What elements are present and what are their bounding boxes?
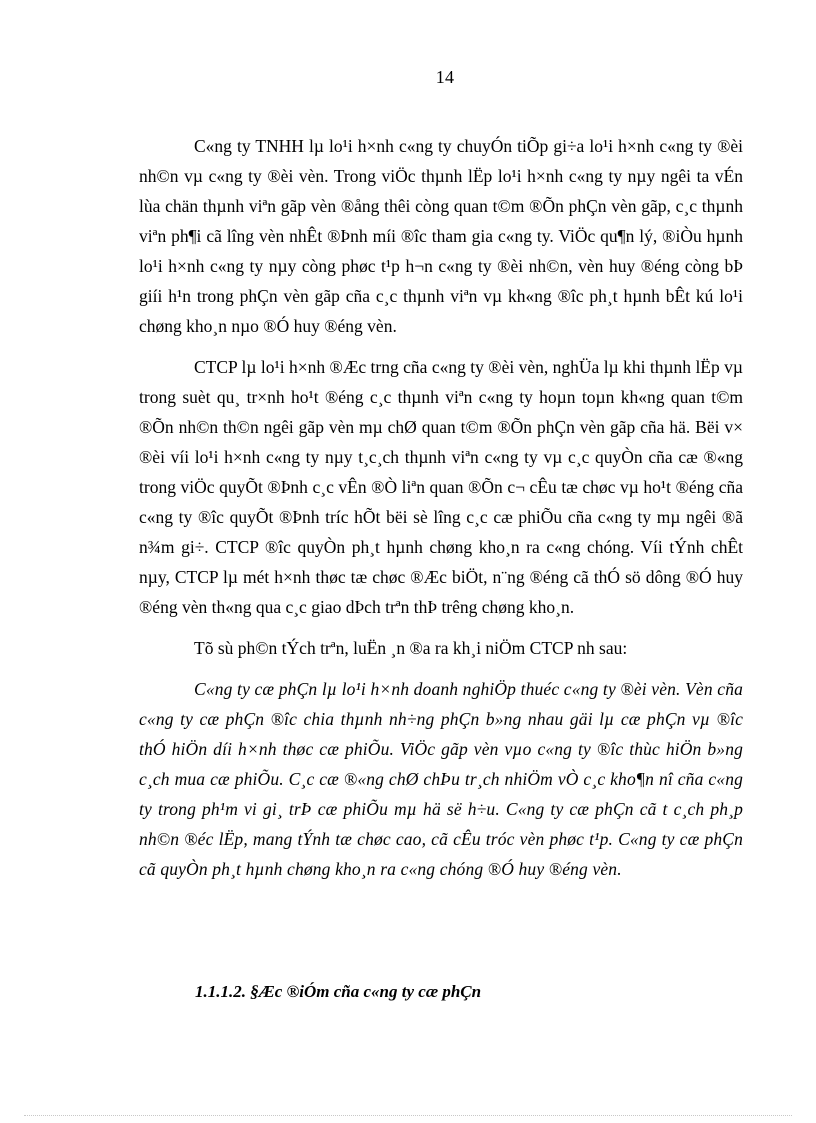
paragraph-ctcp-characteristics: CTCP lµ lo¹i h×nh ®Æc trng cña c«ng ty ®èi vèn, nghÜa lµ khi thµnh lËp vµ trong suèt qu¸ tr×nh ho¹t ®éng c¸c thµnh viªn c«ng ty hoµn toµn kh«ng quan t©m ®Õn nh©n th©n ngêi gãp vèn mµ chØ quan t©m ®Õn phÇn vèn gãp cña hä. Bëi v× ®èi víi lo¹i h×nh c«ng ty nµy t¸c¸ch thµnh viªn c«ng ty vµ c¸c quyÒn cña cæ ®«ng trong viÖc quyÕt ®Þnh c¸c vÊn ®Ò liªn quan ®Õn c¬ cÊu tæ chøc vµ ho¹t ®éng cña c«ng ty ®îc quyÕt ®Þnh tríc hÕt bëi sè lîng c¸c cæ phiÕu cña c«ng ty mµ ngêi ®ã n¾m gi÷. CTCP ®îc quyÒn ph¸t hµnh chøng kho¸n ra c«ng chóng. Víi tÝnh chÊt nµy, CTCP lµ mét h×nh thøc tæ chøc ®Æc biÖt, n¨ng ®éng cã thÓ sö dông ®Ó huy ®éng vèn th«ng qua c¸c giao dÞch trªn thÞ trêng chøng kho¸n. [139,357,743,617]
paragraph-company-tnhh: C«ng ty TNHH lµ lo¹i h×nh c«ng ty chuyÓn tiÕp gi÷a lo¹i h×nh c«ng ty ®èi nh©n vµ c«ng ty ®èi vèn. Trong viÖc thµnh lËp lo¹i h×nh c«ng ty nµy ngêi ta vÉn lùa chän thµnh viªn gãp vèn ®ång thêi còng quan t©m ®Õn phÇn vèn gãp, c¸c thµnh viªn ph¶i cã lîng vèn nhÊt ®Þnh míi ®îc tham gia c«ng ty. ViÖc qu¶n lý, ®iÒu hµnh lo¹i h×nh c«ng ty nµy còng phøc t¹p h¬n c«ng ty ®èi nh©n, vèn huy ®éng còng bÞ giíi h¹n trong phÇn vèn gãp cña c¸c thµnh viªn vµ kh«ng ®îc ph¸t hµnh bÊt kú lo¹i chøng kho¸n nµo ®Ó huy ®éng vèn. [139,136,743,336]
section-heading: 1.1.1.2. §Æc ®iÓm cña c«ng ty cæ phÇn [195,982,482,1001]
body-text [139,131,743,895]
page-number: 14 [435,67,455,87]
page-bottom-border [24,1115,792,1116]
paragraph-definition-intro: Tõ sù ph©n tÝch trªn, luËn ¸n ®a ra kh¸i niÖm CTCP nh sau: [194,638,628,658]
paragraph-ctcp-definition: C«ng ty cæ phÇn lµ lo¹i h×nh doanh nghiÖp thuéc c«ng ty ®èi vèn. Vèn cña c«ng ty cæ phÇn ®îc chia thµnh nh÷ng phÇn b»ng nhau gäi lµ cæ phÇn vµ ®îc thÓ hiÖn díi h×nh thøc cæ phiÕu. ViÖc gãp vèn vµo c«ng ty ®îc thùc hiÖn b»ng c¸ch mua cæ phiÕu. C¸c cæ ®«ng chØ chÞu tr¸ch nhiÖm vÒ c¸c kho¶n nî cña c«ng ty trong ph¹m vi gi¸ trÞ cæ phiÕu mµ hä së h÷u. C«ng ty cæ phÇn cã t c¸ch ph¸p nh©n ®éc lËp, mang tÝnh tæ chøc cao, cã cÊu tróc vèn phøc t¹p. C«ng ty cæ phÇn cã quyÒn ph¸t hµnh chøng kho¸n ra c«ng chóng ®Ó huy ®éng vèn. [139,679,743,879]
